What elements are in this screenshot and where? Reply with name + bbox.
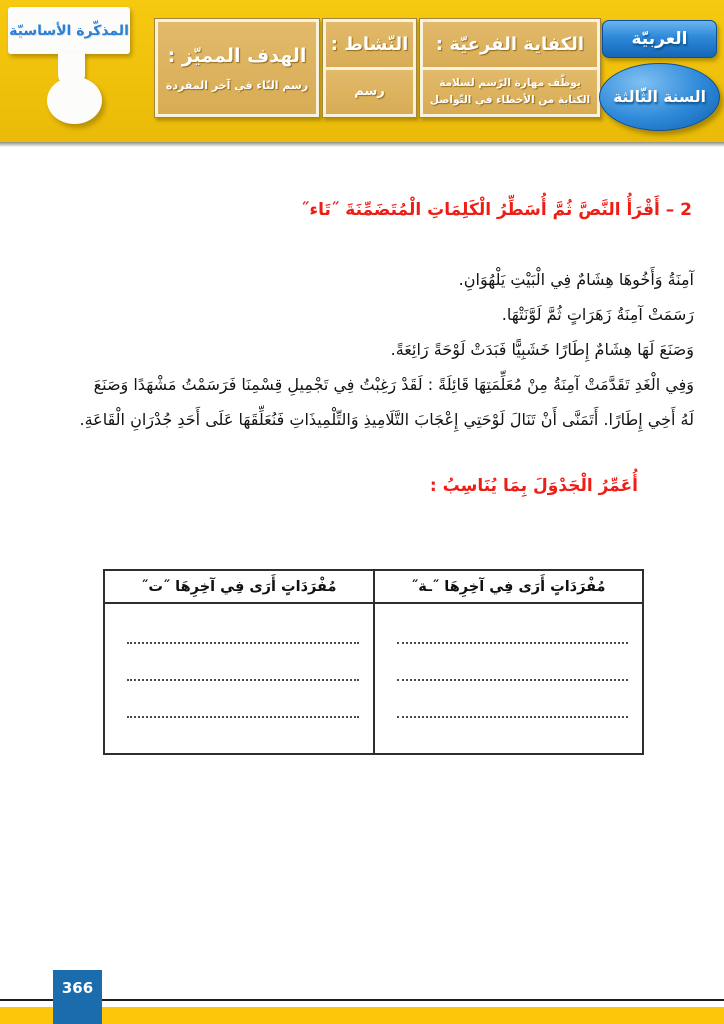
table-header-ta: مُفْرَدَاتٍ أَرَى فِي آخِرِهَا ˝ت˝ bbox=[141, 578, 337, 595]
activity-box bbox=[322, 18, 417, 118]
dotted-answer-line bbox=[127, 716, 359, 753]
notebook-badge-label: المذكّرة الأساسيّة bbox=[9, 22, 129, 39]
table-header-row bbox=[105, 571, 642, 604]
answer-cell-ta-marbuta bbox=[373, 604, 643, 753]
dotted-answer-line bbox=[127, 679, 359, 716]
competency-title: الكفاية الفرعيّة : bbox=[423, 22, 597, 67]
text-line: وَفِي الْغَدِ تَقَدَّمَتْ آمِنَةُ مِنْ مُعَلِّمَتِهَا قَائِلَةً : لَقَدْ رَغِبْتُ فِي تَجْمِيلِ قِسْمِنَا فَرَسَمْتُ مَشْهَدًا وَصَنَعَ bbox=[93, 375, 694, 394]
goal-subtitle: رسم التّاء في آخر المفردة bbox=[165, 78, 309, 92]
text-line: رَسَمَتْ آمِنَةُ زَهَرَاتٍ ثُمَّ لَوَّنَتْهَا. bbox=[501, 305, 694, 324]
page-number-badge: 366 bbox=[53, 970, 102, 1024]
subject-badge-label: العربيّة bbox=[631, 29, 688, 49]
year-badge-label: السنة الثّالثة bbox=[613, 88, 706, 106]
activity-value: رسم bbox=[326, 70, 413, 115]
goal-cell bbox=[158, 22, 316, 114]
subject-badge bbox=[602, 20, 717, 58]
goal-title: الهدف المميّز : bbox=[167, 44, 307, 67]
dotted-answer-line bbox=[397, 642, 629, 679]
year-badge bbox=[599, 63, 720, 131]
dotted-answer-line bbox=[127, 642, 359, 679]
competency-value: يوظّف مهارة الرّسم لسلامة الكتابة من الأخطاء في التّواصل bbox=[423, 70, 597, 115]
activity-title: النّشاط : bbox=[326, 22, 413, 67]
goal-box bbox=[154, 18, 320, 118]
table-body-row bbox=[105, 604, 642, 753]
text-line: لَهُ أَخِي إِطَارًا. أَتَمَنَّى أَنْ تَنَالَ لَوْحَتِي إِعْجَابَ التَّلَامِيذِ وَالتِّلْمِيذَاتِ فَنُعَلِّقَهَا عَلَى أَحَدِ جُدْرَانِ الْقَاعَةِ. bbox=[79, 410, 694, 429]
header-band bbox=[0, 0, 724, 142]
footer-rule bbox=[0, 999, 724, 1001]
table-prompt: أُعَمِّرُ الْجَدْوَلَ بِمَا يُنَاسِبُ : bbox=[429, 476, 638, 496]
table-header-ta-marbuta: مُفْرَدَاتٍ أَرَى فِي آخِرِهَا ˝ـة˝ bbox=[373, 571, 643, 602]
answer-cell-ta bbox=[105, 604, 373, 753]
notebook-badge bbox=[8, 7, 130, 54]
competency-box bbox=[419, 18, 601, 118]
pin-circle-shape bbox=[47, 77, 102, 124]
text-line: وَصَنَعَ لَهَا هِشَامٌ إِطَارًا خَشَبِيًّا فَبَدَتْ لَوْحَةً رَائِعَةً. bbox=[390, 340, 694, 359]
exercise-heading: 2 – أَقْرَأُ النَّصَّ ثُمَّ أُسَطِّرُ الْكَلِمَاتِ الْمُتَضَمِّنَةَ ˝تَاء˝ bbox=[300, 200, 692, 220]
reading-text bbox=[56, 262, 694, 437]
dotted-answer-line bbox=[397, 679, 629, 716]
footer-yellow-bar bbox=[0, 1007, 724, 1024]
dotted-answer-line bbox=[397, 716, 629, 753]
text-line: آمِنَةُ وَأَخُوهَا هِشَامٌ فِي الْبَيْتِ يَلْهُوَانِ. bbox=[458, 270, 694, 289]
fill-in-table bbox=[103, 569, 644, 755]
header-shadow-divider bbox=[0, 142, 724, 147]
